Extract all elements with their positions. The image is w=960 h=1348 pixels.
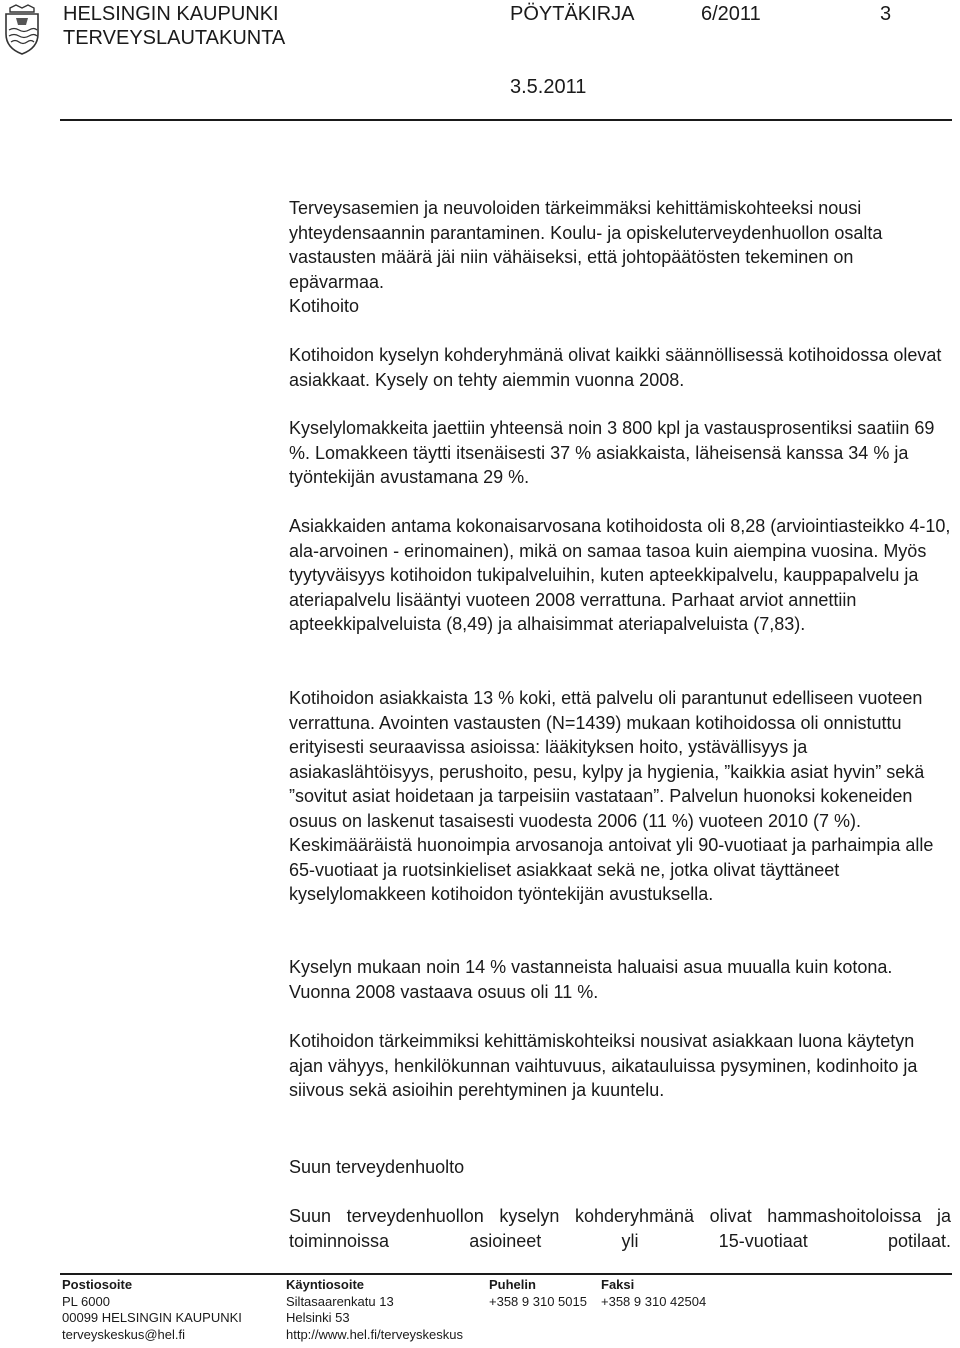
header-rule [60,119,952,121]
footer-visit-address [286,1277,463,1343]
footer-postal-heading: Postiosoite [62,1277,133,1292]
footer-phone [489,1277,587,1310]
section-heading-kotihoito: Kotihoito [289,296,360,316]
footer-visit-city: Helsinki 53 [286,1310,350,1325]
footer-rule [60,1273,952,1275]
footer-fax-number: +358 9 310 42504 [601,1293,707,1309]
section-heading-oral-health: Suun terveydenhuolto [289,1157,465,1177]
footer-fax-heading: Faksi [601,1277,635,1292]
paragraph-kotihoito-target: Kotihoidon kyselyn kohderyhmänä olivat kaikki säännöllisessä kotihoidossa olevat asiakkaat. Kysely on tehty aiemmin vuonna 2008. [289,345,942,390]
footer-phone-heading: Puhelin [489,1277,536,1292]
footer-fax [601,1277,706,1310]
paragraph-questionnaires: Kyselylomakkeita jaettiin yhteensä noin 3 800 kpl ja vastausprosentiksi saatiin 69 %. Lomakkeen täytti itsenäisesti 37 % asiakkaista, läheisensä kanssa 34 % ja työntekijän avustamana 29 %. [289,418,935,487]
doc-type: PÖYTÄKIRJA [510,3,635,25]
helsinki-crest-icon [2,4,42,56]
footer-website: http://www.hel.fi/terveyskeskus [286,1326,464,1342]
footer-postal-box: PL 6000 [62,1293,110,1309]
paragraph-improvement: Kotihoidon asiakkaista 13 % koki, että palvelu oli parantunut edelliseen vuoteen verrattuna. Avointen vastausten (N=1439) mukaan kotihoidossa oli onnistuttu erityisesti seuraavissa asioissa: lääkityksen hoito, ystävällisyys ja asiakaslähtöisyys, perushoito, pesu, kylpy ja hygienia, ”kaikkia asiat hyvin” sekä ”sovitut asiat hoidetaan ja tarpeisiin vastataan”. Palvelun huonoksi kokeneiden osuus on laskenut tasaisesti vuodesta 2006 (11 %) vuoteen 2010 (7 %). Keskimääräistä huonoimpia arvosanoja antoivat yli 90-vuotiaat ja parhaimpia alle 65-vuotiaat ja ruotsinkieliset asiakkaat sekä ne, jotka olivat täyttäneet kyselylomakkeen kotihoidon työntekijän avustuksella. [289,688,934,904]
paragraph-oral-health-target: Suun terveydenhuollon kyselyn kohderyhmänä olivat hammashoitoloissa ja toiminnoissa asioineet yli 15-vuotiaat potilaat. [289,1206,951,1251]
org-department: TERVEYSLAUTAKUNTA [63,27,286,49]
footer-visit-street: Siltasaarenkatu 13 [286,1293,394,1309]
page-number: 3 [880,3,892,25]
footer-phone-number: +358 9 310 5015 [489,1293,587,1309]
footer-visit-heading: Käyntiosoite [286,1277,365,1292]
doc-number: 6/2011 [701,3,761,25]
paragraph-living-elsewhere: Kyselyn mukaan noin 14 % vastanneista haluaisi asua muualla kuin kotona. Vuonna 2008 vastaava osuus oli 11 %. [289,957,893,1002]
footer-email: terveyskeskus@hel.fi [62,1326,186,1342]
doc-date: 3.5.2011 [510,76,587,98]
org-name: HELSINGIN KAUPUNKI [63,3,279,25]
footer-postal-address [62,1277,242,1343]
paragraph-overall-grade: Asiakkaiden antama kokonaisarvosana kotihoidosta oli 8,28 (arviointiasteikko 4-10, ala-arvoinen - erinomainen), mikä on samaa tasoa kuin aiempina vuosina. Myös tyytyväisyys kotihoidon tukipalveluihin, kuten apteekkipalvelu, kauppapalvelu ja ateriapalvelu lisääntyi vuoteen 2008 verrattuna. Parhaat arviot annettiin apteekkipalveluista (8,49) ja alhaisimmat ateriapalveluista (7,83). [289,516,951,634]
footer-postal-city: 00099 HELSINGIN KAUPUNKI [62,1310,242,1325]
paragraph-health-centres: Terveysasemien ja neuvoloiden tärkeimmäksi kehittämiskohteeksi nousi yhteydensaannin parantaminen. Koulu- ja opiskeluterveydenhuollon osalta vastausten määrä jäi niin vähäiseksi, että johtopäätösten tekeminen on epävarmaa. [289,198,883,292]
paragraph-kotihoito-development: Kotihoidon tärkeimmiksi kehittämiskohteiksi nousivat asiakkaan luona käytetyn ajan vähyys, henkilökunnan vaihtuvuus, aikatauluissa pysyminen, kodinhoito ja siivous sekä asioihin perehtyminen ja kuuntelu. [289,1031,918,1100]
